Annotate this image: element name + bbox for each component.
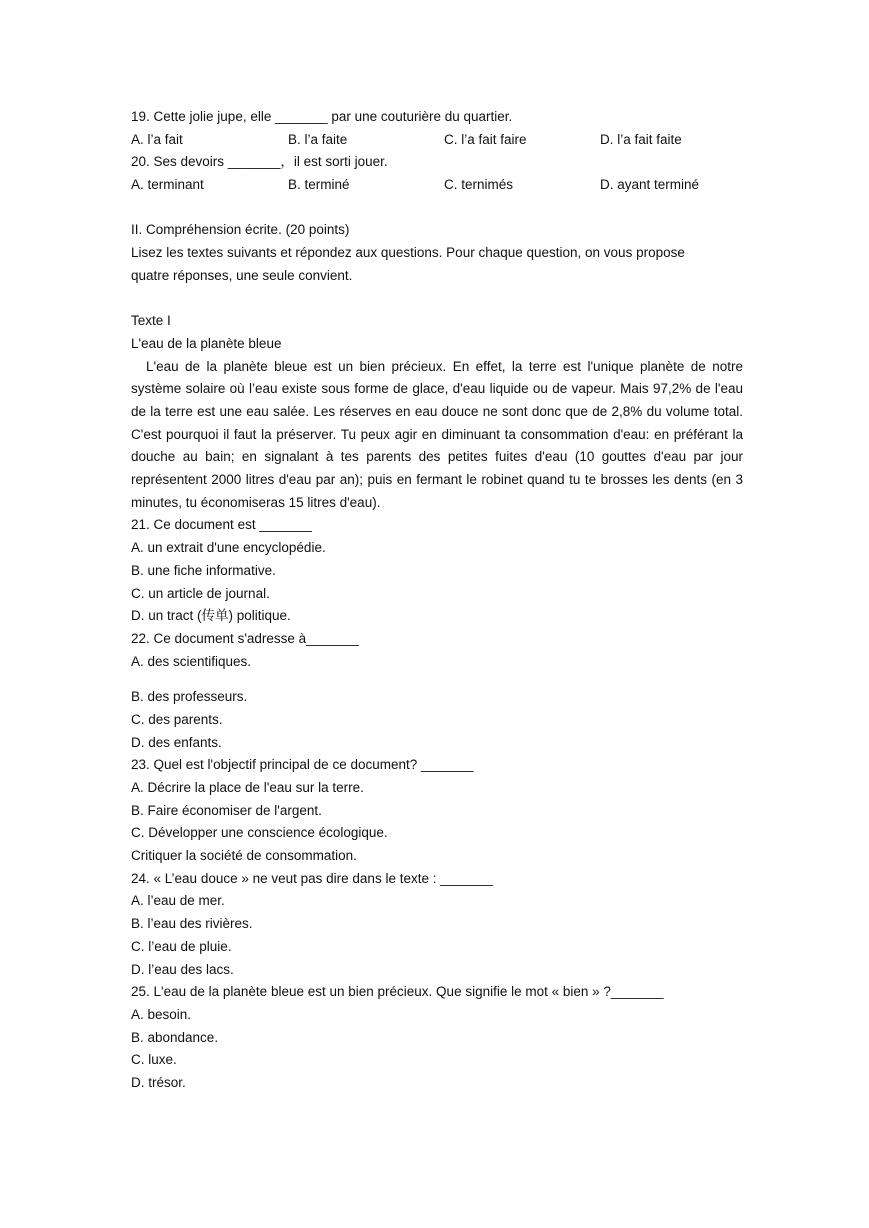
question-21-stem: 21. Ce document est _______ xyxy=(131,517,312,533)
option-a: A. terminant xyxy=(131,177,204,193)
question-24-option-d: D. l’eau des lacs. xyxy=(131,961,234,977)
question-22-option-d: D. des enfants. xyxy=(131,734,222,750)
question-23-stem: 23. Quel est l'objectif principal de ce document? _______ xyxy=(131,757,474,773)
option-b: B. terminé xyxy=(288,177,350,193)
question-23-option-c: C. Développer une conscience écologique. xyxy=(131,825,388,841)
document-page xyxy=(131,106,743,1095)
question-25-option-d: D. trésor. xyxy=(131,1074,186,1090)
option-d: D. l’a fait faite xyxy=(600,131,682,147)
text-label: Texte I xyxy=(131,313,171,329)
section-instruction-continued: quatre réponses, une seule convient. xyxy=(131,267,353,283)
question-23-option-d: Critiquer la société de consommation. xyxy=(131,848,357,864)
question-24-option-a: A. l’eau de mer. xyxy=(131,893,225,909)
option-c: C. l’a fait faire xyxy=(444,131,527,147)
question-22-option-b: B. des professeurs. xyxy=(131,689,248,705)
question-24-option-c: C. l’eau de pluie. xyxy=(131,938,232,954)
question-23-option-a: A. Décrire la place de l'eau sur la terre. xyxy=(131,780,364,796)
question-19-options xyxy=(131,129,743,152)
question-25-option-c: C. luxe. xyxy=(131,1052,177,1068)
text-title: L'eau de la planète bleue xyxy=(131,335,282,351)
option-b: B. l’a faite xyxy=(288,131,348,147)
option-c: C. ternimés xyxy=(444,177,514,193)
question-21-option-c: C. un article de journal. xyxy=(131,585,270,601)
question-22-option-a: A. des scientifiques. xyxy=(131,653,252,669)
question-25-option-b: B. abondance. xyxy=(131,1029,219,1045)
question-24-stem: 24. « L’eau douce » ne veut pas dire dans le texte : _______ xyxy=(131,870,493,886)
question-24-option-b: B. l’eau des rivières. xyxy=(131,916,253,932)
question-21-option-d: D. un tract (传单) politique. xyxy=(131,608,291,624)
option-a: A. l’a fait xyxy=(131,131,183,147)
question-25-stem: 25. L'eau de la planète bleue est un bien précieux. Que signifie le mot « bien » ?_______ xyxy=(131,984,664,1000)
question-21-option-a: A. un extrait d'une encyclopédie. xyxy=(131,540,326,556)
question-21-option-b: B. une fiche informative. xyxy=(131,562,276,578)
text-body: L'eau de la planète bleue est un bien précieux. En effet, la terre est l'unique planète de notre système solaire où l’eau existe sous forme de glace, d'eau liquide ou de vapeur. Mais 97,2% de l'eau de la terre est une eau salée. Les réserves en eau douce ne sont donc que de 2,8% du volume total. C'est pourquoi il faut la préserver. Tu peux agir en diminuant ta consommation d'eau: en préférant la douche au bain; en signalant à tes parents des petites fuites d'eau (10 gouttes d'eau par jour représentent 2000 litres d'eau par an); puis en fermant le robinet quand tu te brosses les dents (en 3 minutes, tu économiseras 15 litres d'eau). xyxy=(131,358,743,510)
question-20-options xyxy=(131,174,743,197)
question-19-stem: 19. Cette jolie jupe, elle _______ par une couturière du quartier. xyxy=(131,109,513,124)
question-20-stem: 20. Ses devoirs _______，il est sorti jouer. xyxy=(131,154,388,170)
question-23-option-b: B. Faire économiser de l'argent. xyxy=(131,802,322,818)
question-22-stem: 22. Ce document s'adresse à_______ xyxy=(131,630,359,646)
option-d: D. ayant terminé xyxy=(600,177,700,193)
question-22-option-c: C. des parents. xyxy=(131,711,223,727)
question-25-option-a: A. besoin. xyxy=(131,1006,192,1022)
section-instruction: Lisez les textes suivants et répondez aux questions. Pour chaque question, on vous propose xyxy=(131,245,685,261)
section-title: II. Compréhension écrite. (20 points) xyxy=(131,222,350,238)
